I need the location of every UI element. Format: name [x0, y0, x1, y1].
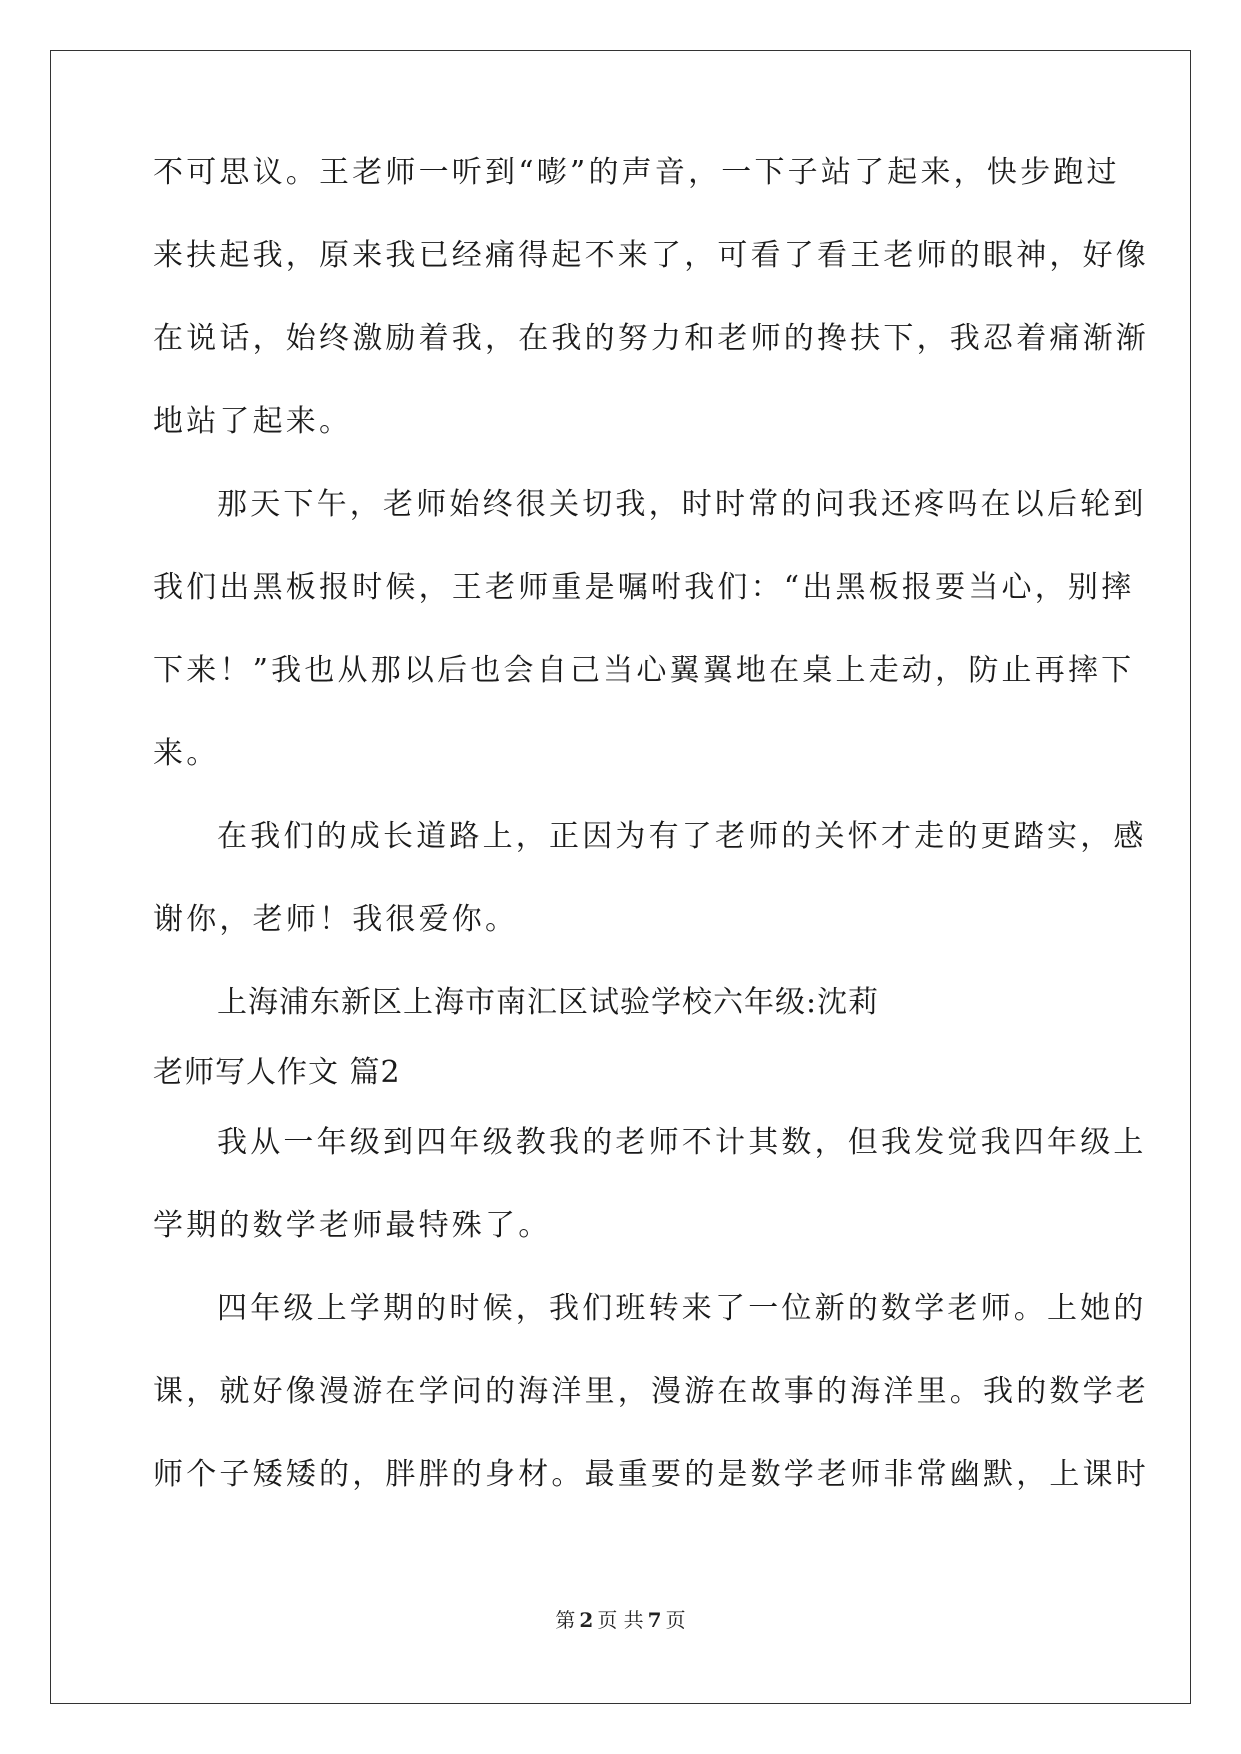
text-line: 下来！”我也从那以后也会自己当心翼翼地在桌上走动，防止再摔下 — [153, 653, 1135, 688]
text-line: 谢你，老师！我很爱你。 — [153, 902, 519, 937]
text-line: 来扶起我，原来我已经痛得起不来了，可看了看王老师的眼神，好像 — [153, 238, 1149, 273]
document-body — [153, 155, 1149, 1543]
page-current-number: 2 — [579, 1608, 594, 1632]
paragraph-start-line: 在我们的成长道路上，正因为有了老师的关怀才走的更踏实，感 — [217, 819, 1147, 854]
text-line: 师个子矮矮的，胖胖的身材。最重要的是数学老师非常幽默，上课时 — [153, 1457, 1149, 1492]
text-line: 学期的数学老师最特殊了。 — [153, 1208, 552, 1243]
page-mid: 页 共 — [597, 1608, 644, 1632]
page-prefix: 第 — [555, 1608, 576, 1632]
text-line: 我们出黑板报时候，王老师重是嘱咐我们：“出黑板报要当心，别摔 — [153, 570, 1135, 605]
author-line: 上海浦东新区上海市南汇区试验学校六年级:沈莉 — [217, 985, 880, 1020]
text-line: 地站了起来。 — [153, 404, 353, 439]
section-heading: 老师写人作文 篇2 — [153, 1055, 401, 1090]
paragraph-start-line: 四年级上学期的时候，我们班转来了一位新的数学老师。上她的 — [217, 1291, 1147, 1326]
text-line: 课，就好像漫游在学问的海洋里，漫游在故事的海洋里。我的数学老 — [153, 1374, 1149, 1409]
text-line: 在说话，始终激励着我，在我的努力和老师的搀扶下，我忍着痛渐渐 — [153, 321, 1149, 356]
text-line: 不可思议。王老师一听到“嘭”的声音，一下子站了起来，快步跑过 — [153, 155, 1120, 190]
page-total-number: 7 — [647, 1608, 662, 1632]
page-footer — [0, 1610, 1241, 1630]
paragraph-start-line: 我从一年级到四年级教我的老师不计其数，但我发觉我四年级上 — [217, 1125, 1147, 1160]
paragraph-start-line: 那天下午，老师始终很关切我，时时常的问我还疼吗在以后轮到 — [217, 487, 1147, 522]
page-suffix: 页 — [665, 1608, 686, 1632]
text-line: 来。 — [153, 736, 220, 771]
